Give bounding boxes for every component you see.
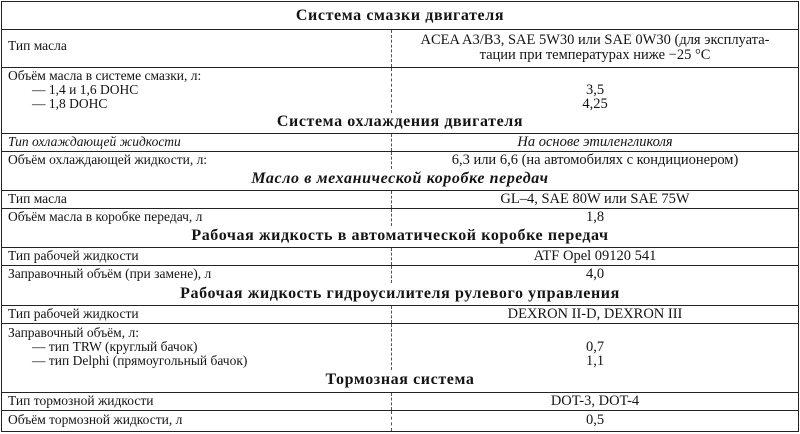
section-title-engine-cooling: Система охлаждения двигателя [276,113,524,130]
table-row-oil-type [2,30,798,67]
section-title-automatic-gearbox: Рабочая жидкость в автоматической коробке передач [191,227,609,244]
row-value: DOT-3, DOT-4 [550,393,640,409]
row-value: GL–4, SAE 80W или SAE 75W [500,191,690,207]
table-bottom-border [1,431,799,432]
row-label: Заправочный объём, л: [8,325,139,340]
row-value: 6,3 или 6,6 (на автомобилях с кондиционером) [451,152,739,168]
table-row-atf-volume [2,266,798,283]
section-title-brake-system: Тормозная система [325,371,475,388]
row-label: Объём масла в системе смазки, л: [8,68,202,83]
row-value: 0,7 [585,339,605,355]
row-label: Заправочный объём (при замене), л [8,266,212,281]
table-row-gearbox-oil-volume [2,209,798,226]
row-sublabel: — 1,8 DOHC [32,96,108,111]
row-label: Тип масла [8,191,67,206]
row-label: Объём тормозной жидкости, л [8,412,183,427]
row-label: Тип масла [8,38,67,53]
row-value: 4,0 [585,266,605,282]
row-value: ATF Opel 09120 541 [533,248,657,264]
section-title-manual-gearbox: Масло в механической коробке передач [251,170,549,187]
row-value: 1,1 [585,353,605,369]
table-row-oil-volume [2,68,798,113]
section-title-power-steering: Рабочая жидкость гидроусилителя рулевого управления [180,285,620,302]
row-value: 3,5 [585,82,605,98]
row-value: На основе этиленгликоля [517,134,673,150]
table-row-brake-fluid-type [2,393,798,410]
section-title-engine-lubrication: Система смазки двигателя [295,7,505,24]
table-row-gearbox-oil-type [2,191,798,208]
row-label: Тип рабочей жидкости [8,306,139,321]
fluids-spec-table [1,1,799,432]
table-row-ps-fill-volume [2,324,798,370]
row-value: 1,8 [585,209,605,225]
table-row-brake-fluid-volume [2,411,798,431]
table-row-coolant-volume [2,152,798,169]
row-value-line-2: тации при температурах ниже −25 °С [479,47,711,63]
row-label: Тип охлаждающей жидкости [8,134,181,149]
table-row-atf-type [2,248,798,265]
row-sublabel: — тип TRW (круглый бачок) [32,339,198,354]
row-sublabel: — 1,4 и 1,6 DOHC [32,82,139,97]
row-label: Объём охлаждающей жидкости, л: [8,152,208,167]
row-label: Тип рабочей жидкости [8,248,139,263]
row-value: 0,5 [585,412,605,428]
row-value: 4,25 [582,96,608,112]
row-sublabel: — тип Delphi (прямоугольный бачок) [32,353,248,368]
row-value-line-1: ACEA A3/B3, SAE 5W30 или SAE 0W30 (для эксплуата- [420,32,770,48]
table-row-coolant-type [2,134,798,151]
row-value: DEXRON II-D, DEXRON III [507,306,683,322]
row-label: Объём масла в коробке передач, л [8,209,203,224]
row-label: Тип тормозной жидкости [8,393,154,408]
table-row-ps-fluid-type [2,306,798,323]
table-top-border [1,1,799,2]
